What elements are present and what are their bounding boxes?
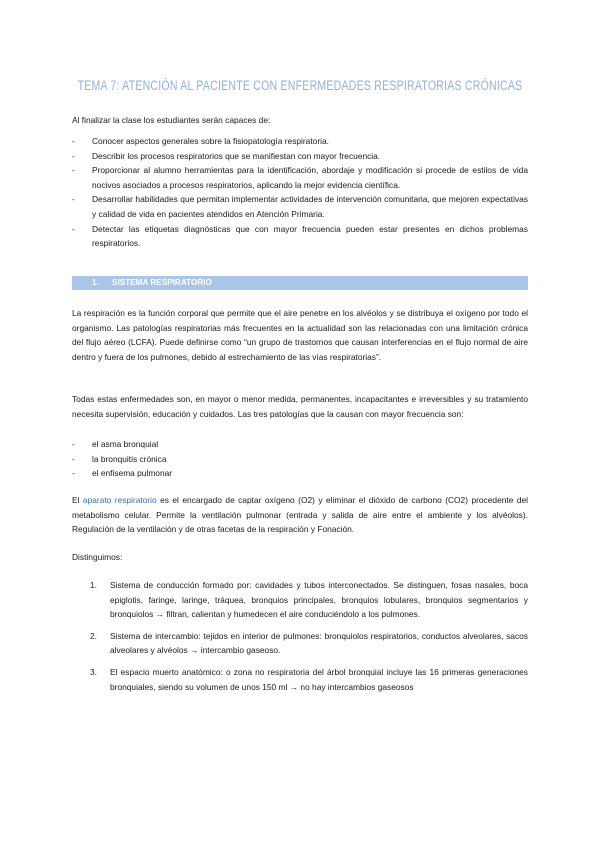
objective-item: - Detectar las etiquetas diagnósticas que con mayor frecuencia pueden estar presentes en dichos problemas respiratorios. — [72, 222, 528, 251]
paragraph-diseases: Todas estas enfermedades son, en mayor o menor medida, permanentes, incapacitantes e irreversibles y su tratamiento necesita supervisión, educación y cuidados. Las tres patologías que la causan con mayor frecuencia son: — [72, 394, 528, 419]
disease-item: - el asma bronquial — [72, 437, 528, 452]
page-title: TEMA 7: ATENCIÓN AL PACIENTE CON ENFERMEDADES RESPIRATORIAS CRÓNICAS — [77, 78, 523, 93]
paragraph-respiratory-system — [72, 493, 528, 537]
disease-item: - la bronquitis crónica — [72, 452, 528, 467]
item-number: 1. — [90, 580, 97, 590]
intro-text: Al finalizar la clase los estudiantes serán capaces de: — [72, 115, 271, 125]
numbered-item — [90, 665, 528, 694]
objective-item: - Desarrollar habilidades que permitan implementar actividades de intervención comunitaria, que mejoren expectativas y calidad de vida en pacientes atendidos en Atención Primaria. — [72, 192, 528, 221]
objectives-list — [72, 134, 528, 251]
paragraph-text: El — [72, 495, 83, 505]
item-number: 3. — [90, 666, 97, 677]
item-text: El espacio muerto anatómico: o zona no respiratoria del árbol bronquial incluye las 16 primeras generaciones bronquiales, siendo su volumen de unos 150 ml → no hay intercambios gaseosos — [110, 666, 528, 692]
item-text: Sistema de conducción formado por: cavidades y tubos interconectados. Se distinguen, fosas nasales, boca epiglotis, faringe, laringe, tráquea, bronquios principales, bronquios lobulares, bronquios segmentarios y bronquiolos → filtran, calientan y humedecen el aire conduciéndolo a los pulmones. — [110, 580, 528, 620]
paragraph-respiration: La respiración es la función corporal que permite que el aire penetre en los alvéolos y se distribuya el oxígeno por todo el organismo. Las patologías respiratorias más frecuentes en la actualidad son las relacionadas con una limitación crónica del flujo aéreo (LCFA). Puede definirse como “un grupo de trastornos que causan interferencias en el flujo normal de aire dentro y fuera de los pulmones, debido al estrechamiento de las vías respiratorias”. — [72, 308, 528, 362]
respiratory-system-link[interactable]: aparato respiratorio — [82, 495, 157, 505]
numbered-list — [90, 578, 528, 701]
item-text: Sistema de intercambio: tejidos en interior de pulmones: bronquiolos respiratorios, conductos alveolares, sacos alveolares y alvéolos → intercambio gaseoso. — [110, 630, 528, 656]
diseases-list — [72, 437, 528, 481]
distinguish-heading: Distinguimos: — [72, 552, 123, 562]
numbered-item — [90, 629, 528, 658]
paragraph-text: es el encargado de captar oxígeno (O2) y eliminar el dióxido de carbono (CO2) procedente del metabolismo celular. Permite la ventilación pulmonar (entrada y salida de aire entre el ambiente y los alvéolos). Regulación de la ventilación y de otras facetas de la respiración y Fonación. — [72, 495, 528, 535]
section-title: SISTEMA RESPIRATORIO — [112, 278, 212, 287]
disease-item: - el enfisema pulmonar — [72, 466, 528, 481]
section-heading-bar — [72, 276, 528, 290]
objective-item: - Proporcionar al alumno herramientas para la identificación, abordaje y modificación si procede de estilos de vida nocivos asociados a procesos respiratorios, aplicando la mejor evidencia científica. — [72, 163, 528, 192]
item-number: 2. — [90, 630, 97, 641]
objective-item: - Conocer aspectos generales sobre la fisiopatología respiratoria. — [72, 134, 528, 149]
section-number: 1. — [92, 278, 99, 287]
objective-item: - Describir los procesos respiratorios que se manifiestan con mayor frecuencia. — [72, 149, 528, 164]
numbered-item — [90, 578, 528, 622]
